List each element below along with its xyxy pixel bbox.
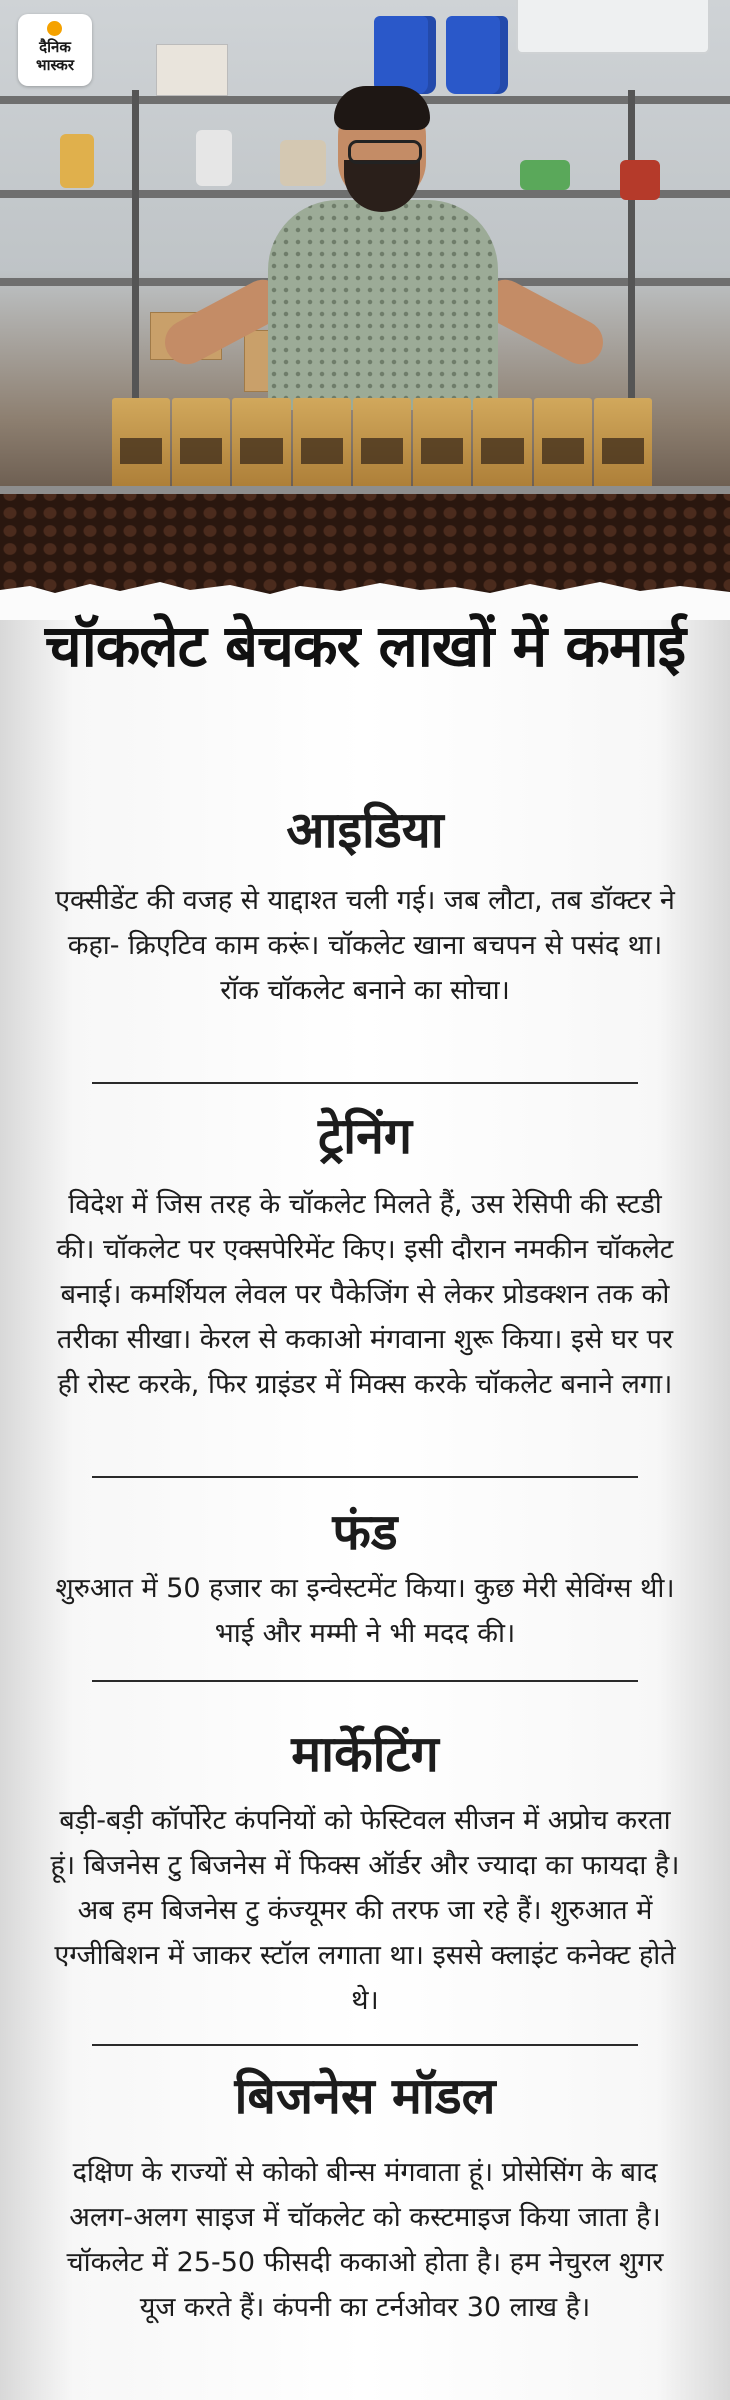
person-hair (334, 86, 430, 130)
jar (60, 134, 94, 188)
air-conditioner (516, 0, 710, 54)
blue-bucket (374, 16, 436, 94)
chocolate-bag (594, 398, 652, 498)
power-tool (620, 160, 660, 200)
chocolate-bag (232, 398, 290, 498)
chocolate-bags (112, 398, 652, 498)
section-text-business-model: दक्षिण के राज्यों से कोको बीन्स मंगवाता हूं। प्रोसेसिंग के बाद अलग-अलग साइज में चॉकलेट को कस्टमाइज किया जाता है। चॉकलेट में 25-50 फीसदी ककाओ होता है। हम नेचुरल शुगर यूज करते हैं। कंपनी का टर्नओवर 30 लाख है। (66, 2157, 664, 2323)
section-text-fund: शुरुआत में 50 हजार का इन्वेस्टमेंट किया। कुछ मेरी सेविंग्स थी। भाई और मम्मी ने भी मदद की। (55, 1573, 675, 1649)
chocolate-bag (473, 398, 531, 498)
chocolate-bag (293, 398, 351, 498)
green-container (520, 160, 570, 190)
chocolate-bag (413, 398, 471, 498)
divider (92, 1680, 638, 1682)
sun-icon (47, 21, 62, 36)
tray-rail (0, 486, 730, 494)
divider (92, 1082, 638, 1084)
section-text-idea: एक्सीडेंट की वजह से याद्दाश्त चली गई। जब लौटा, तब डॉक्टर ने कहा- क्रिएटिव काम करूं। चॉकलेट खाना बचपन से पसंद था। रॉक चॉकलेट बनाने का सोचा। (55, 885, 675, 1006)
logo-text-line2: भास्कर (36, 56, 74, 74)
page-title: चॉकलेट बेचकर लाखों में कमाई (44, 612, 686, 680)
divider (92, 1476, 638, 1478)
section-heading-fund: फंड (332, 1503, 398, 1561)
chocolate-bag (112, 398, 170, 498)
blue-bucket (446, 16, 508, 94)
dainik-bhaskar-logo (18, 14, 92, 86)
section-text-training: विदेश में जिस तरह के चॉकलेट मिलते हैं, उस रेसिपी की स्टडी की। चॉकलेट पर एक्सपेरिमेंट किए। इसी दौरान नमकीन चॉकलेट बनाई। कमर्शियल लेवल पर पैकेजिंग से लेकर प्रोडक्शन तक को तरीका सीखा। केरल से ककाओ मंगवाना शुरू किया। इसे घर पर ही रोस्ट करके, फिर ग्राइंडर में मिक्स करके चॉकलेट बनाने लगा। (56, 1189, 674, 1400)
chocolate-bag (534, 398, 592, 498)
section-heading-idea: आइडिया (286, 801, 444, 859)
person-shirt (268, 200, 498, 410)
section-heading-marketing: मार्केटिंग (291, 1725, 439, 1783)
appliance-box (156, 44, 228, 96)
jar (196, 130, 232, 186)
chocolate-bag (172, 398, 230, 498)
glasses (348, 140, 422, 164)
logo-text-line1: दैनिक (39, 38, 71, 56)
chocolate-bag (353, 398, 411, 498)
jar (280, 140, 326, 186)
hero-photo (0, 0, 730, 600)
section-heading-business-model: बिजनेस मॉडल (234, 2067, 496, 2125)
section-heading-training: ट्रेनिंग (317, 1107, 413, 1165)
section-text-marketing: बड़ी-बड़ी कॉर्पोरेट कंपनियों को फेस्टिवल सीजन में अप्रोच करता हूं। बिजनेस टु बिजनेस में फिक्स ऑर्डर और ज्यादा का फायदा है। अब हम बिजनेस टु कंज्यूमर की तरफ जा रहे हैं। शुरुआत में एग्जीबिशन में जाकर स्टॉल लगाता था। इससे क्लाइंट कनेक्ट होते थे। (50, 1805, 680, 2016)
divider (92, 2044, 638, 2046)
